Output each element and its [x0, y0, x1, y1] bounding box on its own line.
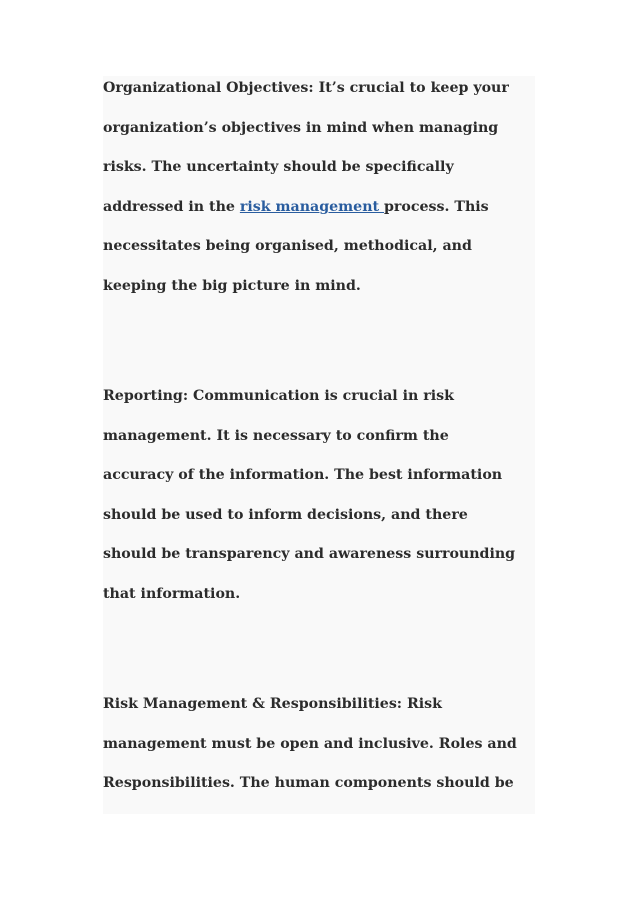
text-line: keeping the big picture in mind.: [103, 277, 361, 294]
paragraph-risk-management-responsibilities: [103, 694, 543, 813]
text-fragment: addressed in the: [103, 198, 240, 215]
text-line: Reporting: Communication is crucial in risk: [103, 388, 454, 404]
text-line-with-link: [103, 197, 543, 237]
paragraph-organizational-objectives: [103, 78, 543, 315]
text-fragment: process. This: [384, 198, 489, 215]
paragraph-reporting: [103, 386, 543, 623]
text-line: Risk Management & Responsibilities: Risk: [103, 696, 442, 712]
text-line: Organizational Objectives: It’s crucial to keep your: [103, 80, 509, 96]
text-line: that information.: [103, 585, 241, 602]
text-line: risks. The uncertainty should be specifically: [103, 159, 454, 175]
text-line: necessitates being organised, methodical, and: [103, 238, 472, 254]
text-line: Responsibilities. The human components should be: [103, 775, 514, 791]
text-line: should be transparency and awareness surrounding: [103, 546, 516, 562]
text-line: organization’s objectives in mind when managing: [103, 119, 499, 136]
text-line: management must be open and inclusive. Roles and: [103, 735, 517, 752]
text-line: accuracy of the information. The best information: [103, 467, 503, 483]
text-line: management. It is necessary to confirm the: [103, 427, 449, 444]
text-line: should be used to inform decisions, and there: [103, 506, 468, 523]
risk-management-link[interactable]: risk management: [239, 198, 385, 215]
